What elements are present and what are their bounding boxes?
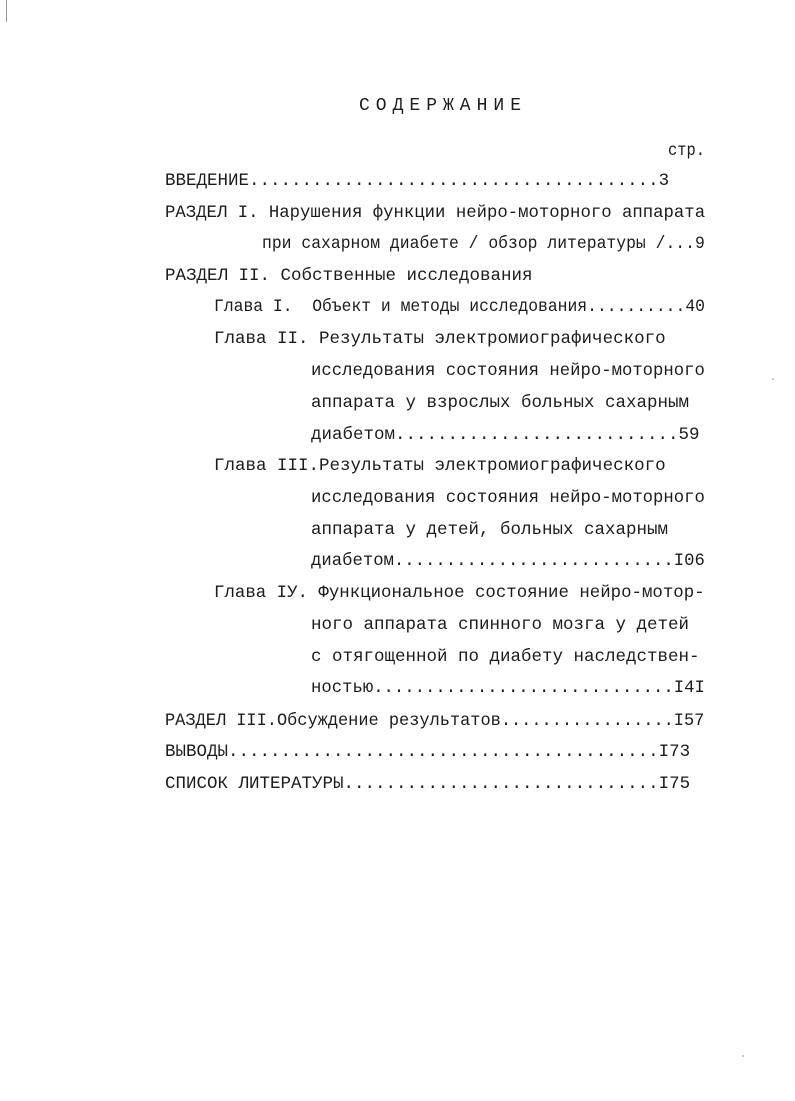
toc-line-section-1: РАЗДЕЛ I. Нарушения функции нейро-моторного аппарата <box>165 203 706 223</box>
toc-line-chapter-1: Глава I. Объект и методы исследования..........40 <box>214 297 705 317</box>
toc-line-chapter-4-cont: с отягощенной по диабету наследствен- <box>311 647 700 667</box>
toc-line-chapter-3-cont: исследования состояния нейро-моторного <box>311 488 705 508</box>
toc-line-section-3: РАЗДЕЛ III.Обсуждение результатов.................I57 <box>165 711 705 731</box>
page-column-label: стр. <box>668 141 706 161</box>
scan-edge-mark <box>6 0 7 22</box>
toc-line-conclusions: ВЫВОДЫ.........................................I73 <box>165 742 691 762</box>
toc-line-chapter-4: Глава IУ. Функциональное состояние нейро-мотор- <box>214 583 705 603</box>
scan-speck <box>772 378 774 380</box>
toc-line-introduction: ВВЕДЕНИЕ.......................................3 <box>165 171 670 191</box>
toc-line-chapter-4-end: ностью.............................I4I <box>311 678 705 698</box>
scan-speck <box>742 1055 744 1057</box>
toc-line-section-1-cont: при сахарном диабете / обзор литературы /...9 <box>262 234 705 254</box>
toc-line-chapter-3-end: диабетом...........................I06 <box>311 551 705 571</box>
toc-line-chapter-4-cont: ного аппарата спинного мозга у детей <box>311 615 690 635</box>
page-title: СОДЕРЖАНИЕ <box>359 96 528 116</box>
toc-line-bibliography: СПИСОК ЛИТЕРАТУРЫ..............................I75 <box>165 774 691 794</box>
toc-line-section-2: РАЗДЕЛ II. Собственные исследования <box>165 266 533 286</box>
toc-line-chapter-2-cont: исследования состояния нейро-моторного <box>311 361 705 381</box>
toc-line-chapter-2: Глава II. Результаты электромиографического <box>214 329 666 349</box>
toc-line-chapter-2-end: диабетом...........................59 <box>311 425 700 445</box>
toc-line-chapter-3: Глава III.Результаты электромиографического <box>214 456 666 476</box>
toc-line-chapter-2-cont: аппарата у взрослых больных сахарным <box>311 393 690 413</box>
toc-line-chapter-3-cont: аппарата у детей, больных сахарным <box>311 520 669 540</box>
